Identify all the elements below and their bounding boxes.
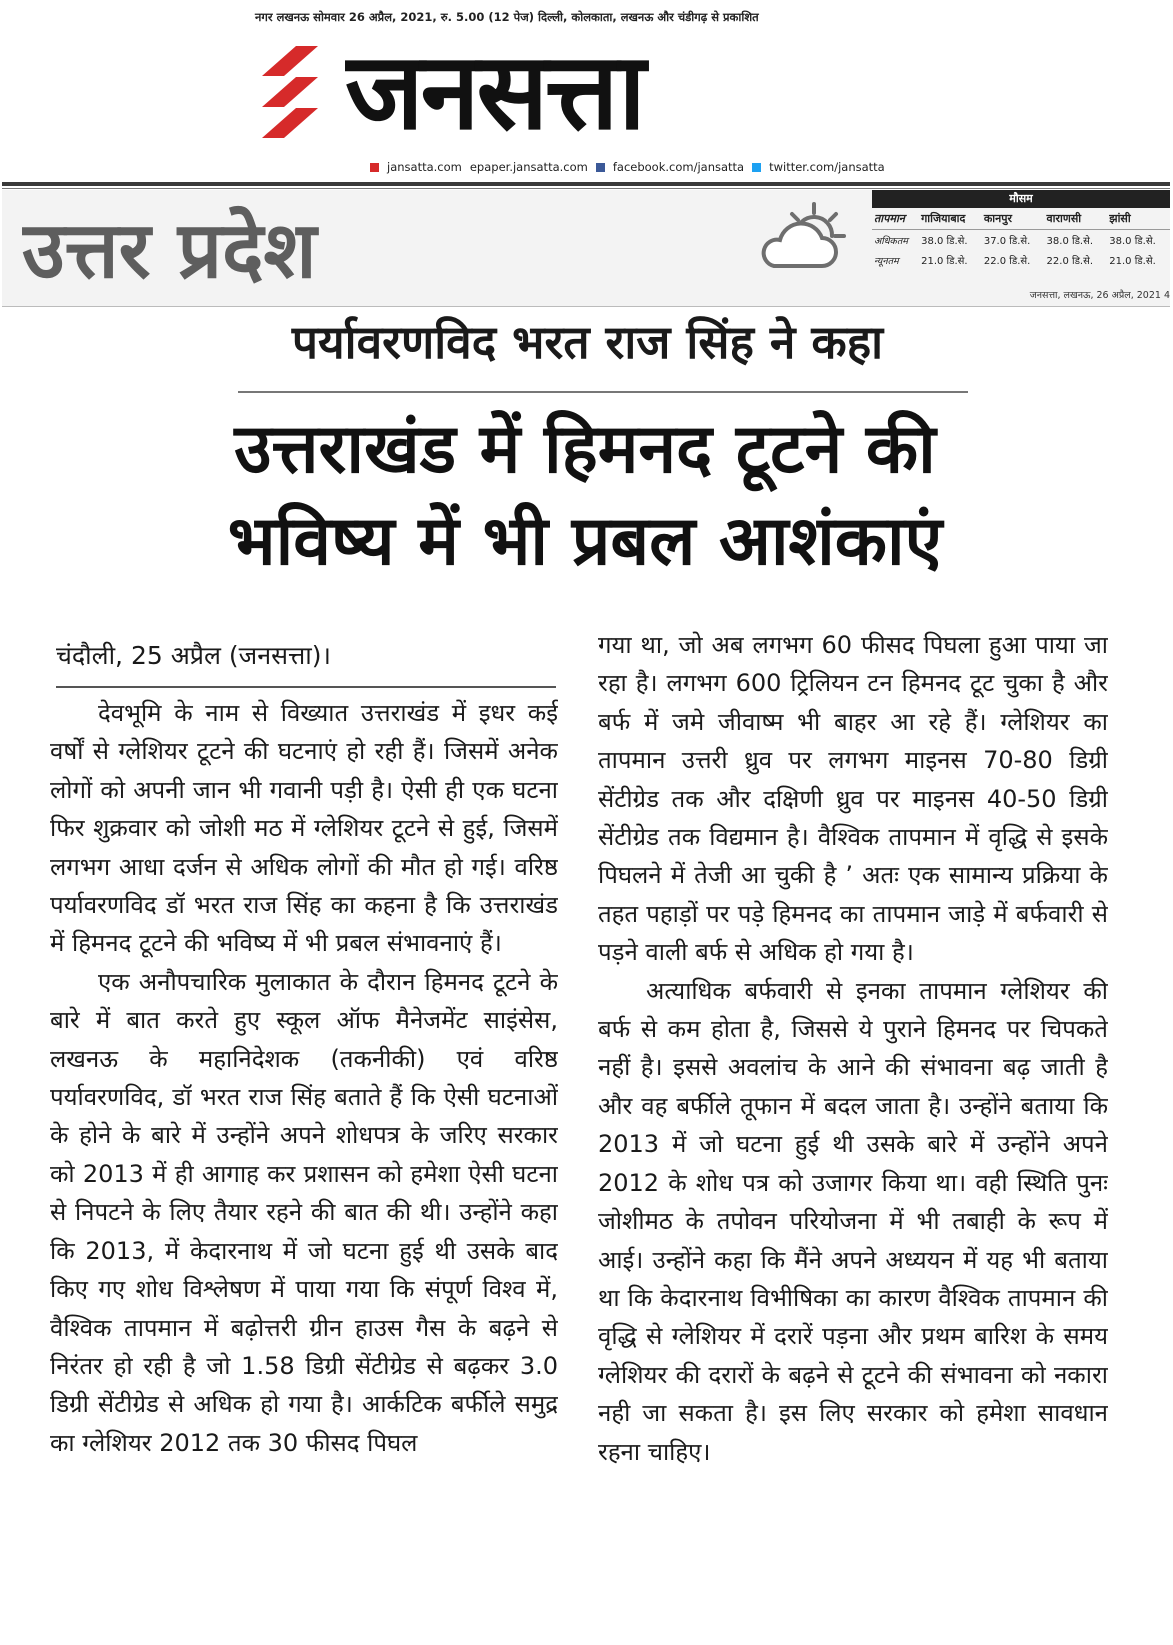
article-paragraph: एक अनौपचारिक मुलाकात के दौरान हिमनद टूटने के बारे में बात करते हुए स्कूल ऑफ मैनेजमेंट साइंसेस, लखनऊ के महानिदेशक (तकनीकी) एवं वरिष्ठ पर्यावरणविद, डॉ भरत राज सिंह बताते हैं कि ऐसी घटनाओं के होने के बारे में उन्होंने अपने शोधपत्र के जरिए सरकार को 2013 में ही आगाह कर प्रशासन को हमेशा ऐसी घटना से निपटने के लिए तैयार रहने की बात की थी। उन्होंने कहा कि 2013, में केदारनाथ में जो घटना हुई थी उसके बाद किए गए शोध विश्लेषण में पाया गया कि संपूर्ण विश्व में, वैश्विक तापमान में बढ़ोत्तरी ग्रीन हाउस गैस के बढ़ने से निरंतर हो रही है जो 1.58 डिग्री सेंटीग्रेड से बढ़कर 3.0 डिग्री सेंटीग्रेड से अधिक हो गया है। आर्कटिक बर्फीले समुद्र का ग्लेशियर 2012 तक 30 फीसद पिघल (50, 967, 558, 1457)
edition-line: नगर लखनऊ सोमवार 26 अप्रैल, 2021, रु. 5.00 (12 पेज) दिल्ली, कोलकाता, लखनऊ और चंडीगढ़ से प्रकाशित (255, 10, 759, 24)
article-paragraph: अत्याधिक बर्फवारी से इनका तापमान ग्लेशियर की बर्फ से कम होता है, जिससे ये पुराने हिमनद पर चिपकते नहीं है। इससे अवलांच के आने की संभावना बढ़ जाती है और वह बर्फीले तूफान में बदल जाता है। उन्होंने बताया कि 2013 में जो घटना हुई थी उसके बारे में उन्होंने अपने 2012 के शोध पत्र को उजागर किया था। वही स्थिति पुनः जोशीमठ के तपोवन परियोजना में भी तबाही के रूप में आई। उन्होंने कहा कि मैंने अपने अध्ययन में यह भी बताया था कि केदारनाथ विभीषिका का कारण वैश्विक तापमान की वृद्धि से ग्लेशियर में दरारें पड़ना और प्रथम बारिश के समय ग्लेशियर की दरारों के बढ़ने से टूटने की संभावना को नकारा नही जा सकता है। इस लिए सरकार को हमेशा सावधान रहना चाहिए। (598, 976, 1108, 1466)
weather-city: वाराणसी (1045, 208, 1108, 230)
weather-row-label: न्यूनतम (874, 255, 899, 267)
facebook-icon (596, 163, 605, 172)
link-twitter[interactable]: twitter.com/jansatta (769, 160, 885, 174)
weather-row-label: अधिकतम (874, 235, 908, 247)
weather-city: गाजियाबाद (919, 208, 982, 230)
section-rule (2, 306, 1170, 307)
section-title: उत्तर प्रदेश (22, 206, 317, 296)
article-headline (80, 404, 1090, 588)
weather-value: 21.0 डि.से. (921, 256, 968, 267)
link-epaper[interactable]: epaper.jansatta.com (469, 160, 588, 174)
link-facebook[interactable]: facebook.com/jansatta (612, 160, 745, 174)
masthead-rule (2, 182, 1170, 186)
weather-max-row (872, 230, 1170, 251)
social-links (370, 160, 930, 174)
weather-cities-row (872, 208, 1170, 230)
weather-value: 22.0 डि.से. (1046, 256, 1094, 267)
weather-value: 38.0 डि.से. (1109, 236, 1156, 247)
article-paragraph: देवभूमि के नाम से विख्यात उत्तराखंड में इधर कई वर्षों से ग्लेशियर टूटने की घटनाएं हो रही हैं। जिसमें अनेक लोगों को अपनी जान भी गवानी पड़ी है। ऐसी ही एक घटना फिर शुक्रवार को जोशी मठ में ग्लेशियर टूटने से हुई, जिसमें लगभग आधा दर्जन से अधिक लोगों की मौत हो गई। वरिष्ठ पर्यावरणविद डॉ भरत राज सिंह का कहना है कि उत्तराखंड में हिमनद टूटने की भविष्य में भी प्रबल संभावनाएं हैं। (50, 699, 558, 958)
weather-city: झांसी (1107, 208, 1170, 230)
weather-value: 38.0 डि.से. (921, 236, 968, 247)
headline-line: भविष्य में भी प्रबल आशंकाएं (227, 502, 943, 581)
article-paragraph: गया था, जो अब लगभग 60 फीसद पिघला हुआ पाया जा रहा है। लगभग 600 ट्रिलियन टन हिमनद टूट चुका है और बर्फ में जमे जीवाष्म भी बाहर आ रहे हैं। ग्लेशियर का तापमान उत्तरी ध्रुव पर लगभग माइनस 70-80 डिग्री सेंटीग्रेड तक और दक्षिणी ध्रुव पर माइनस 40-50 डिग्री सेंटीग्रेड तक विद्यमान है। वैश्विक तापमान में वृद्धि से इसके पिघलने में तेजी आ चुकी है ’ अतः एक सामान्य प्रक्रिया के तहत पहाड़ों पर पड़े हिमनद का तापमान जाड़े में बर्फवारी से पड़ने वाली बर्फ से अधिक हो गया है। (598, 631, 1108, 967)
article-column-1 (50, 694, 558, 1642)
link-website[interactable]: jansatta.com (387, 160, 462, 174)
weather-value: 22.0 डि.से. (983, 256, 1031, 267)
article-kicker: पर्यावरणविद भरत राज सिंह ने कहा (291, 315, 884, 369)
weather-value: 37.0 डि.से. (983, 236, 1031, 247)
byline-rule (56, 686, 556, 688)
weather-temp-label: तापमान (872, 208, 919, 230)
page-dateline: जनसत्ता, लखनऊ, 26 अप्रैल, 2021 4 (1029, 290, 1170, 301)
twitter-icon (752, 163, 761, 172)
masthead-logo: जनसत्ता (345, 30, 643, 153)
logo-stripes-icon (262, 46, 318, 138)
cloud-sun-icon (756, 200, 848, 278)
weather-heading: मौसम (872, 190, 1170, 208)
weather-city: कानपुर (982, 208, 1045, 230)
website-icon (370, 163, 379, 172)
weather-value: 38.0 डि.से. (1046, 236, 1094, 247)
article-column-2 (598, 626, 1108, 1642)
weather-value: 21.0 डि.से. (1109, 256, 1156, 267)
headline-line: उत्तराखंड में हिमनद टूटने की (234, 410, 936, 489)
weather-min-row (872, 250, 1170, 270)
weather-table (872, 208, 1170, 270)
masthead-rule-thin (2, 188, 1170, 189)
kicker-rule (238, 391, 968, 393)
article-byline: चंदौली, 25 अप्रैल (जनसत्ता)। (56, 641, 331, 670)
